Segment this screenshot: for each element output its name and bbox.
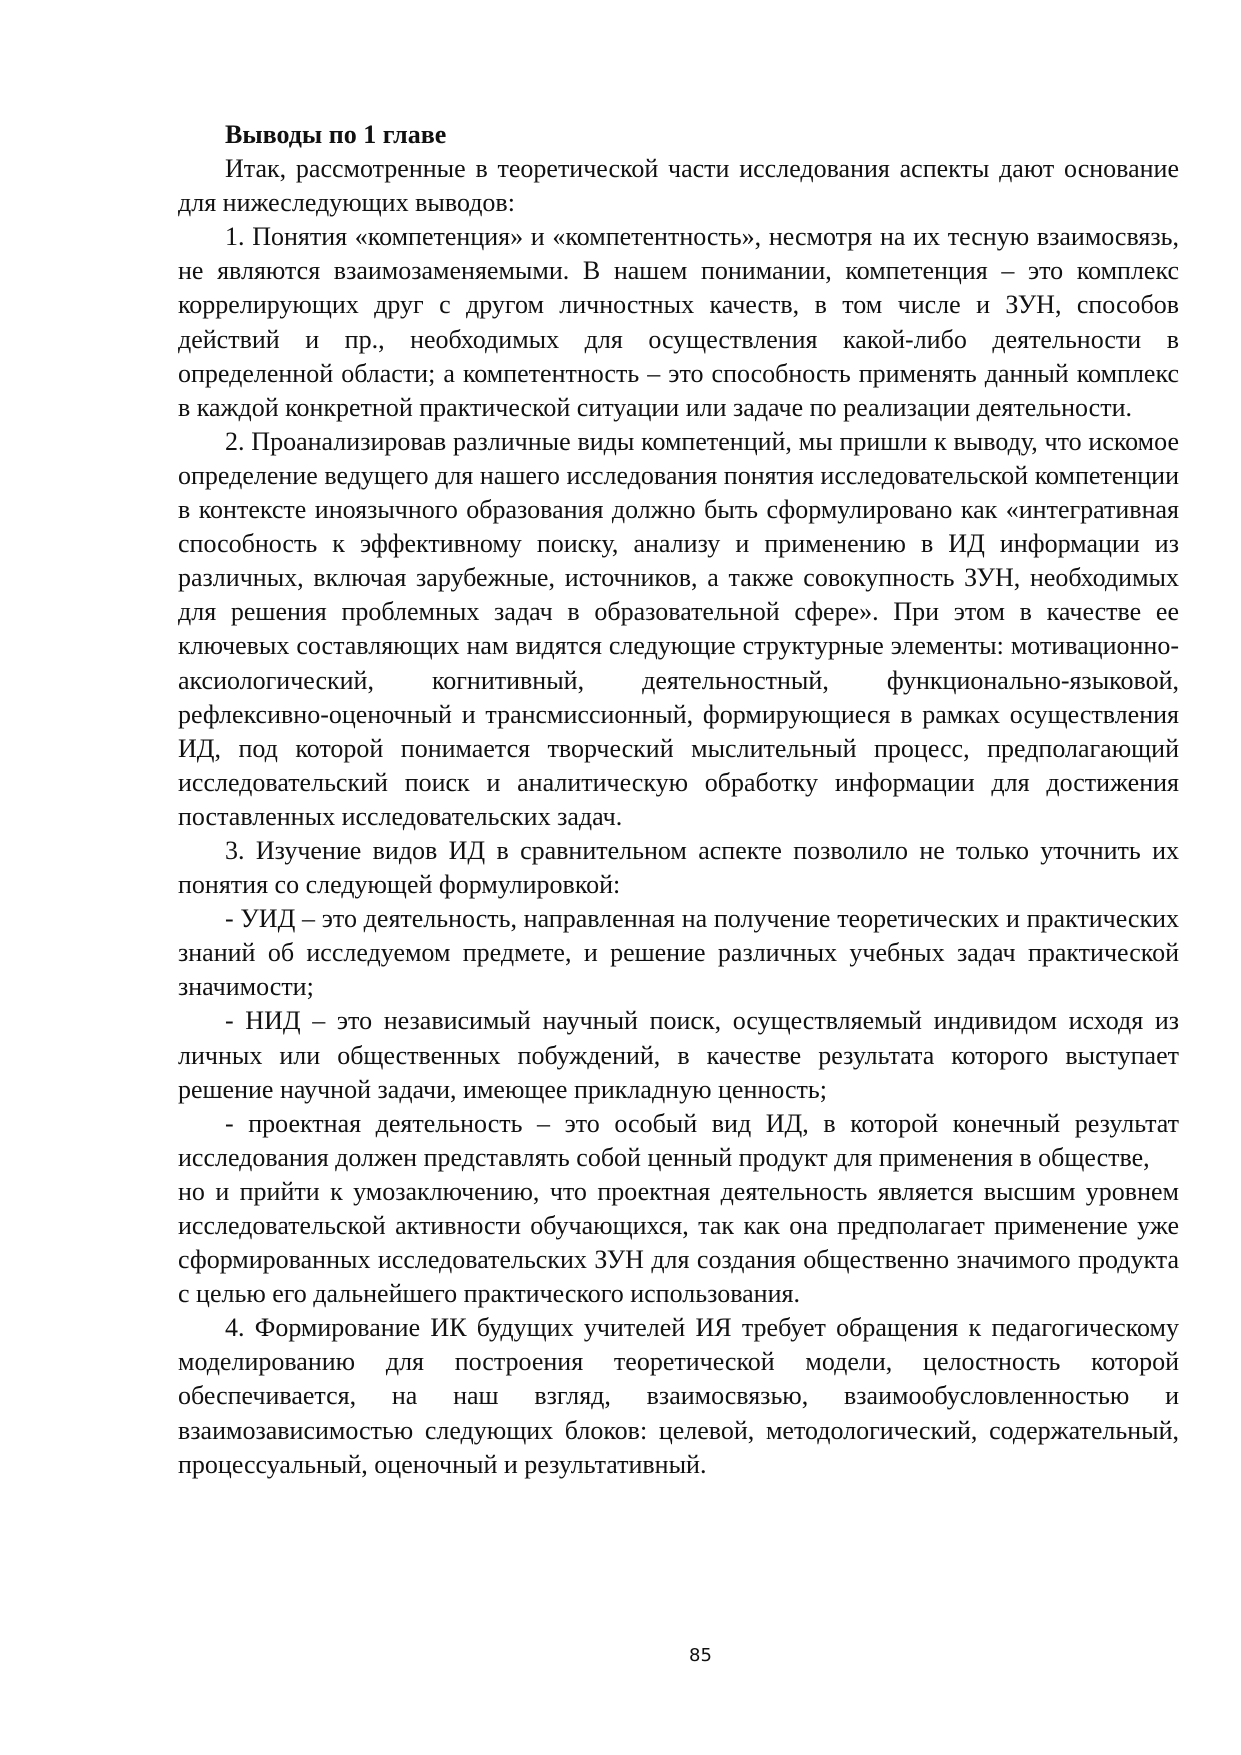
list-item-nid: - НИД – это независимый научный поиск, осуществляемый индивидом исходя из личных или общественных побуждений, в качестве результата которого выступает решение научной задачи, имеющее прикладную ценность;: [178, 1006, 1179, 1104]
conclusion-2-paragraph: 2. Проанализировав различные виды компетенций, мы пришли к выводу, что искомое определение ведущего для нашего исследования понятия исследовательской компетенции в контексте иноязычного образования должно быть сформулировано как «интегративная способность к эффективному поиску, анализу и применению в ИД информации из различных, включая зарубежные, источников, а также совокупность ЗУН, необходимых для решения проблемных задач в образовательной сфере». При этом в качестве ее ключевых составляющих нам видятся следующие структурные элементы: мотивационно-аксиологический, когнитивный, деятельностный, функционально-языковой, рефлексивно-оценочный и трансмиссионный, формирующиеся в рамках осуществления ИД, под которой понимается творческий мыслительный процесс, предполагающий исследовательский поиск и аналитическую обработку информации для достижения поставленных исследовательских задач.: [178, 426, 1179, 831]
conclusion-3-continuation: но и прийти к умозаключению, что проектная деятельность является высшим уровнем исследовательской активности обучающихся, так как она предполагает применение уже сформированных исследовательских ЗУН для создания общественно значимого продукта с целью его дальнейшего практического использования.: [178, 1176, 1179, 1309]
list-item-uid: - УИД – это деятельность, направленная на получение теоретических и практических знаний об исследуемом предмете, и решение различных учебных задач практической значимости;: [178, 904, 1179, 1002]
section-heading: Выводы по 1 главе: [225, 120, 447, 149]
conclusion-3-paragraph: 3. Изучение видов ИД в сравнительном аспекте позволило не только уточнить их понятия со следующей формулировкой:: [178, 835, 1179, 900]
conclusion-1-paragraph: 1. Понятия «компетенция» и «компетентность», несмотря на их тесную взаимосвязь, не являются взаимозаменяемыми. В нашем понимании, компетенция – это комплекс коррелирующих друг с другом личностных качеств, в том числе и ЗУН, способов действий и пр., необходимых для осуществления какой-либо деятельности в определенной области; а компетентность – это способность применять данный комплекс в каждой конкретной практической ситуации или задаче по реализации деятельности.: [178, 222, 1179, 422]
intro-paragraph: Итак, рассмотренные в теоретической части исследования аспекты дают основание для нижеследующих выводов:: [178, 154, 1179, 218]
list-item-project-activity: - проектная деятельность – это особый вид ИД, в которой конечный результат исследования должен представлять собой ценный продукт для применения в обществе,: [178, 1108, 1179, 1172]
conclusion-4-paragraph: 4. Формирование ИК будущих учителей ИЯ требует обращения к педагогическому моделированию для построения теоретической модели, целостность которой обеспечивается, на наш взгляд, взаимосвязью, взаимообусловленностью и взаимозависимостью следующих блоков: целевой, методологический, содержательный, процессуальный, оценочный и результативный.: [178, 1313, 1179, 1479]
page-body: [178, 118, 1179, 1482]
page-number: 85: [689, 1645, 712, 1666]
